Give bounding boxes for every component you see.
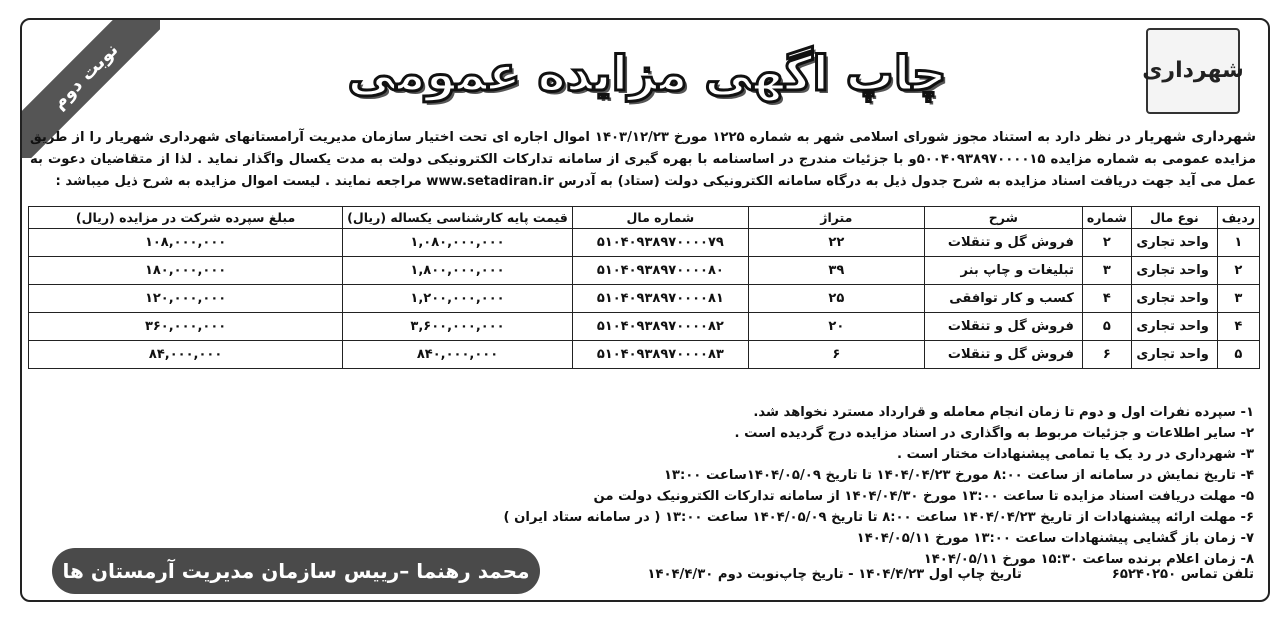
property-code: ۵۱۰۴۰۹۳۸۹۷۰۰۰۰۸۳ [572, 341, 748, 369]
description: کسب و کار توافقی [924, 285, 1082, 313]
deposit: ۱۸۰,۰۰۰,۰۰۰ [29, 257, 343, 285]
conditions-list [354, 402, 1254, 570]
deposit: ۱۰۸,۰۰۰,۰۰۰ [29, 229, 343, 257]
col-property-type: نوع مال [1131, 207, 1217, 229]
property-type: واحد تجاری [1131, 341, 1217, 369]
col-base-price: قیمت پایه کارشناسی یکساله (ریال) [343, 207, 573, 229]
col-row-number: ردیف [1217, 207, 1259, 229]
advertisement-frame [20, 18, 1270, 602]
base-price: ۱,۸۰۰,۰۰۰,۰۰۰ [343, 257, 573, 285]
col-unit-number: شماره [1082, 207, 1131, 229]
area: ۲۵ [748, 285, 924, 313]
description: فروش گل و تنقلات [924, 313, 1082, 341]
description: فروش گل و تنقلات [924, 341, 1082, 369]
col-description: شرح [924, 207, 1082, 229]
unit-number: ۴ [1082, 285, 1131, 313]
unit-number: ۳ [1082, 257, 1131, 285]
deposit: ۳۶۰,۰۰۰,۰۰۰ [29, 313, 343, 341]
property-type: واحد تجاری [1131, 313, 1217, 341]
unit-number: ۵ [1082, 313, 1131, 341]
condition-item: ۳- شهرداری در رد یک یا تمامی پیشنهادات مختار است . [896, 447, 1254, 462]
property-code: ۵۱۰۴۰۹۳۸۹۷۰۰۰۰۸۲ [572, 313, 748, 341]
property-code: ۵۱۰۴۰۹۳۸۹۷۰۰۰۰۸۰ [572, 257, 748, 285]
condition-item: ۲- سایر اطلاعات و جزئیات مربوط به واگذاری در اسناد مزایده درج گردیده است . [734, 426, 1254, 441]
unit-number: ۲ [1082, 229, 1131, 257]
table-header-row [29, 207, 1260, 229]
logo-text: شهرداری [1142, 58, 1244, 83]
area: ۲۰ [748, 313, 924, 341]
contact-phone: تلفن تماس ۶۵۲۴۰۲۵۰ [1111, 567, 1254, 582]
property-code: ۵۱۰۴۰۹۳۸۹۷۰۰۰۰۸۱ [572, 285, 748, 313]
property-type: واحد تجاری [1131, 229, 1217, 257]
unit-number: ۶ [1082, 341, 1131, 369]
col-area: متراژ [748, 207, 924, 229]
footer-contact-line [534, 567, 1254, 582]
col-deposit: مبلغ سپرده شرکت در مزایده (ریال) [29, 207, 343, 229]
condition-item: ۱- سپرده نفرات اول و دوم تا زمان انجام معامله و قرارداد مسترد نخواهد شد. [753, 405, 1254, 420]
row-number: ۲ [1217, 257, 1259, 285]
base-price: ۸۴۰,۰۰۰,۰۰۰ [343, 341, 573, 369]
base-price: ۱,۰۸۰,۰۰۰,۰۰۰ [343, 229, 573, 257]
table-row [29, 285, 1260, 313]
property-type: واحد تجاری [1131, 285, 1217, 313]
second-publication-ribbon: نوبت دوم [20, 18, 160, 158]
condition-item: ۶- مهلت ارائه پیشنهادات از تاریخ ۱۴۰۴/۰۴/۲۳ ساعت ۸:۰۰ تا تاریخ ۱۴۰۴/۰۵/۰۹ ساعت ۱۳:۰۰ ( در سامانه ستاد ایران ) [503, 510, 1254, 525]
area: ۲۲ [748, 229, 924, 257]
condition-item: ۵- مهلت دریافت اسناد مزایده تا ساعت ۱۳:۰۰ مورخ ۱۴۰۴/۰۴/۳۰ از سامانه تدارکات الکترونیک دولت من [593, 489, 1254, 504]
row-number: ۵ [1217, 341, 1259, 369]
row-number: ۱ [1217, 229, 1259, 257]
table-row [29, 257, 1260, 285]
auction-items-table [28, 206, 1260, 369]
intro-paragraph [30, 126, 1256, 193]
condition-item: ۸- زمان اعلام برنده ساعت ۱۵:۳۰ مورخ ۱۴۰۴/۰۵/۱۱ [923, 552, 1254, 567]
shahrdari-logo [1142, 28, 1244, 114]
area: ۶ [748, 341, 924, 369]
row-number: ۴ [1217, 313, 1259, 341]
col-property-code: شماره مال [572, 207, 748, 229]
base-price: ۳,۶۰۰,۰۰۰,۰۰۰ [343, 313, 573, 341]
deposit: ۱۲۰,۰۰۰,۰۰۰ [29, 285, 343, 313]
property-type: واحد تجاری [1131, 257, 1217, 285]
intro-text: در نظر دارد به استناد مجوز شورای اسلامی شهر به شماره ۱۲۲۵ مورخ ۱۴۰۳/۱۲/۲۳ اموال اجاره ای تحت اختیار سازمان مدیریت آرامستانهای شهرداری شهریار را از طریق مزایده عمومی به شماره مزایده ۵۰۰۴۰۹۳۸۹۷۰۰۰۰۱۵و با جزئیات مندرج در اساسنامه با بهره گیری از سامانه تدارکات الکترونیکی دولت به مدت یکسال واگذار نماید . لذا از متقاضیان دعوت به عمل می آید جهت دریافت اسناد مزایده به شرح جدول ذیل به درگاه سامانه الکترونیکی دولت (ستاد) به آدرس www.setadiran.ir مراجعه نمایند . لیست اموال مزایده به شرح ذیل میباشد : [30, 130, 1256, 189]
table-row [29, 313, 1260, 341]
description: فروش گل و تنقلات [924, 229, 1082, 257]
signature-text: محمد رهنما –رییس سازمان مدیریت آرمستان ها [62, 559, 530, 583]
deposit: ۸۴,۰۰۰,۰۰۰ [29, 341, 343, 369]
row-number: ۳ [1217, 285, 1259, 313]
signature-banner [52, 548, 540, 594]
table-row [29, 341, 1260, 369]
condition-item: ۷- زمان باز گشایی پیشنهادات ساعت ۱۳:۰۰ مورخ ۱۴۰۴/۰۵/۱۱ [856, 531, 1254, 546]
condition-item: ۴- تاریخ نمایش در سامانه از ساعت ۸:۰۰ مورخ ۱۴۰۴/۰۴/۲۳ تا تاریخ ۱۴۰۴/۰۵/۰۹ساعت ۱۳:۰۰ [663, 468, 1254, 483]
table-row [29, 229, 1260, 257]
property-code: ۵۱۰۴۰۹۳۸۹۷۰۰۰۰۷۹ [572, 229, 748, 257]
intro-lead: شهرداری شهریار [1135, 129, 1256, 145]
description: تبلیغات و چاپ بنر [924, 257, 1082, 285]
publication-dates: تاریخ چاپ اول ۱۴۰۴/۴/۲۳ - تاریخ چاپ‌نوبت دوم ۱۴۰۴/۴/۳۰ [647, 567, 1022, 582]
area: ۳۹ [748, 257, 924, 285]
ad-title: چاپ اگهی مزایده عمومی [347, 46, 947, 102]
base-price: ۱,۲۰۰,۰۰۰,۰۰۰ [343, 285, 573, 313]
